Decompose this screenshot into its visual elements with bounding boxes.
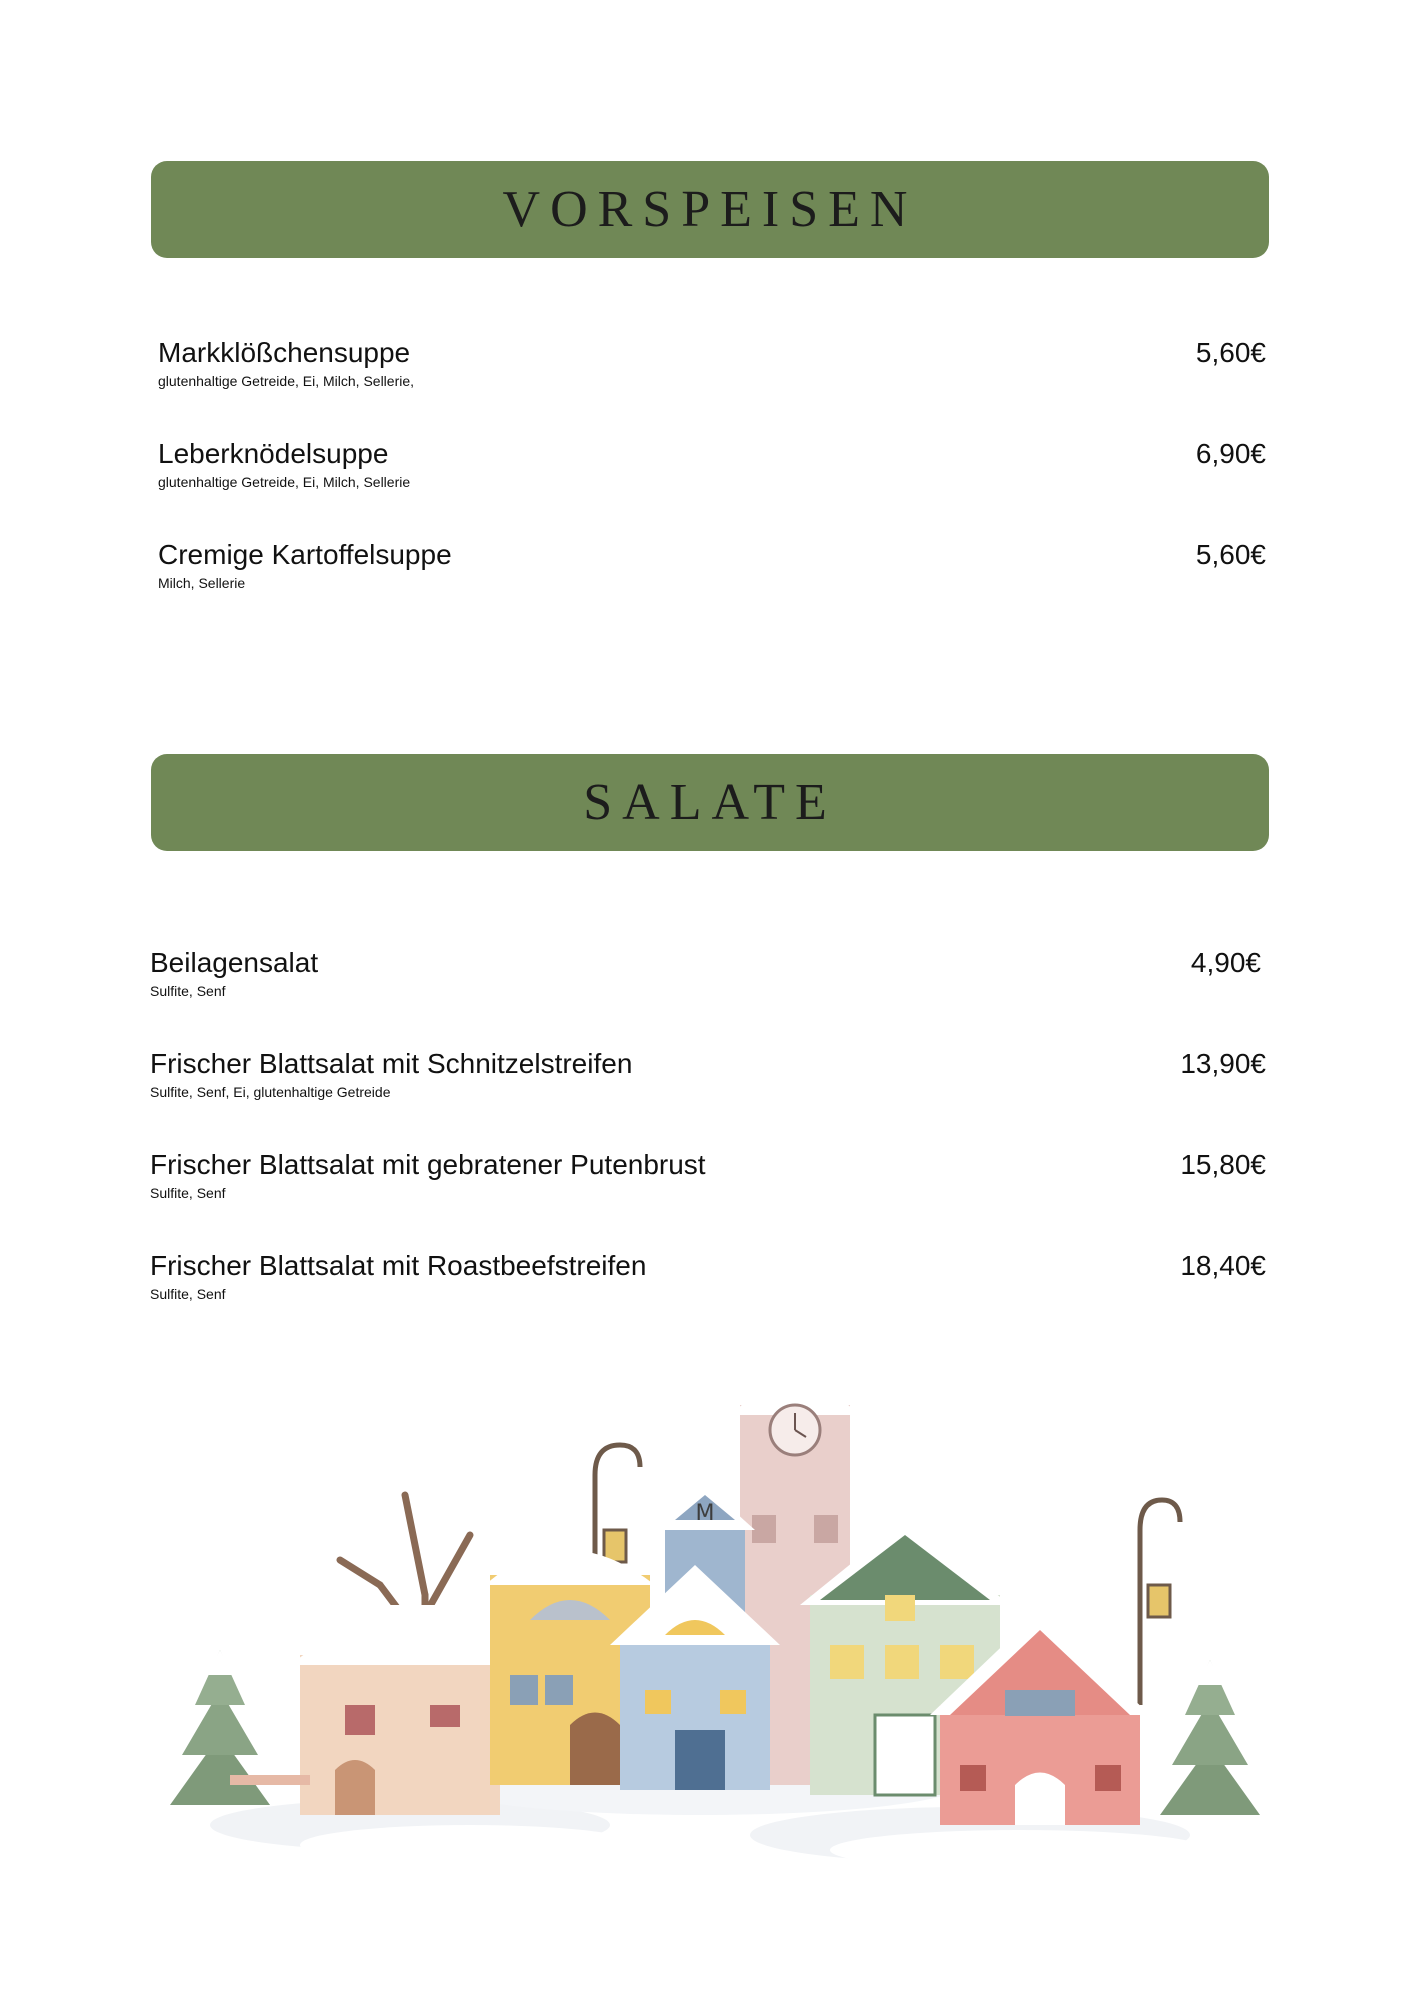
- item-price: 6,90€: [1195, 438, 1266, 469]
- item-price: 5,60€: [1195, 539, 1266, 570]
- house-beige: [230, 1605, 510, 1815]
- item-allergens: Milch, Sellerie: [158, 575, 246, 591]
- item-price: 5,60€: [1195, 337, 1266, 368]
- lamp-post-right: [1140, 1500, 1180, 1705]
- snow-mound: [300, 1825, 640, 1865]
- door-icon: [570, 1713, 620, 1786]
- item-name: Leberknödelsuppe: [158, 438, 389, 469]
- menu-item: [150, 1048, 632, 1100]
- menu-item: [150, 1149, 706, 1201]
- menu-item: [150, 947, 318, 999]
- item-allergens: Sulfite, Senf: [150, 1286, 226, 1302]
- item-allergens: Sulfite, Senf: [150, 1185, 226, 1201]
- item-price: 15,80€: [1180, 1149, 1266, 1180]
- svg-text:M: M: [695, 1501, 715, 1526]
- door-icon: [875, 1715, 935, 1795]
- item-price: 4,90€: [1190, 947, 1261, 978]
- winter-village-illustration: [140, 1345, 1280, 1865]
- door-icon: [1015, 1773, 1065, 1826]
- item-name: Frischer Blattsalat mit gebratener Putenbrust: [150, 1149, 706, 1180]
- section-title: VORSPEISEN: [502, 181, 918, 238]
- item-allergens: glutenhaltige Getreide, Ei, Milch, Sellerie: [158, 474, 411, 490]
- item-name: Frischer Blattsalat mit Roastbeefstreifen: [150, 1250, 647, 1281]
- menu-item: [158, 539, 452, 591]
- pine-tree-right: [1160, 1660, 1260, 1815]
- item-name: Cremige Kartoffelsuppe: [158, 539, 452, 570]
- item-name: Frischer Blattsalat mit Schnitzelstreifen: [150, 1048, 633, 1079]
- menu-item: [150, 1250, 646, 1302]
- section-title: SALATE: [583, 774, 837, 831]
- item-price: 18,40€: [1180, 1250, 1266, 1281]
- section-banner-salate: [151, 754, 1269, 851]
- item-price: 13,90€: [1180, 1048, 1266, 1079]
- item-name: Markklößchensuppe: [158, 337, 411, 368]
- item-allergens: glutenhaltige Getreide, Ei, Milch, Sellerie,: [158, 373, 415, 389]
- item-name: Beilagensalat: [150, 947, 319, 978]
- item-allergens: Sulfite, Senf, Ei, glutenhaltige Getreide: [150, 1084, 391, 1100]
- door-icon: [675, 1730, 725, 1790]
- section-banner-vorspeisen: [151, 161, 1269, 258]
- door-icon: [335, 1760, 375, 1815]
- menu-item: [158, 337, 414, 389]
- item-allergens: Sulfite, Senf: [150, 983, 226, 999]
- menu-item: [158, 438, 410, 490]
